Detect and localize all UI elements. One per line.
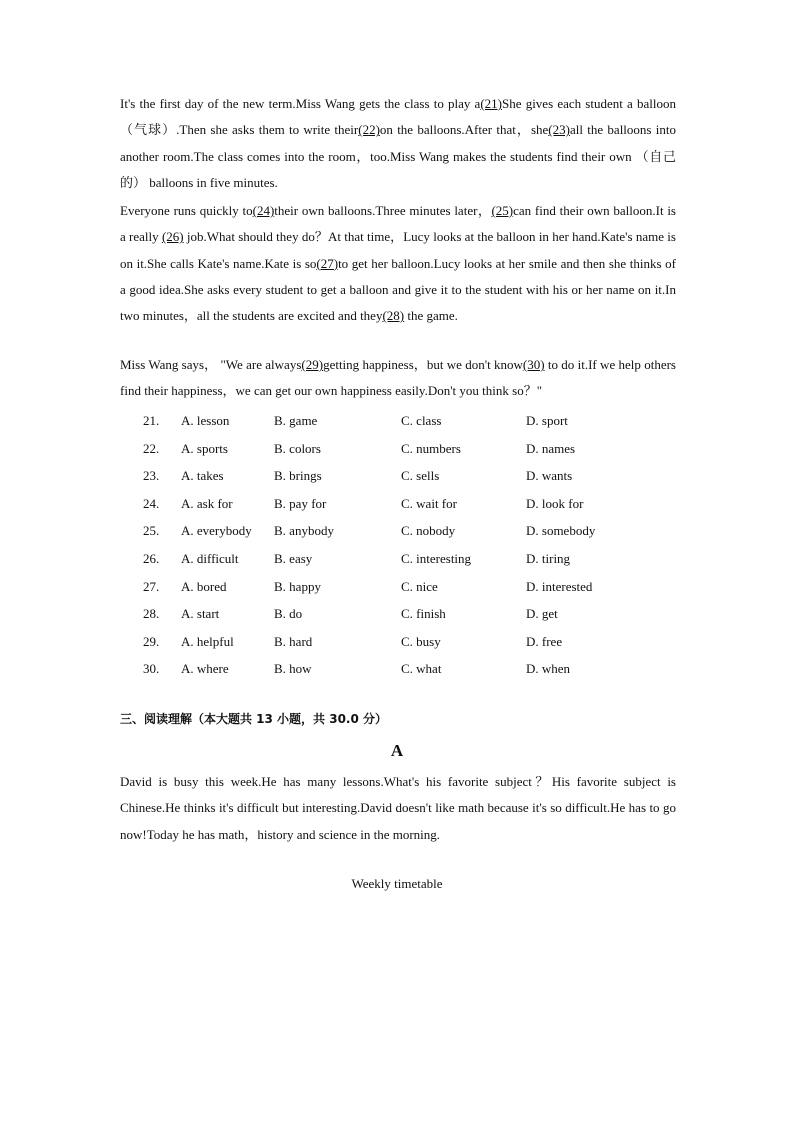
passage-text: all the balloons into another room.The class comes into the room，too.Miss Wang makes the students find their own （自己的） balloons in five minutes.: [120, 122, 676, 190]
timetable-caption: Weekly timetable: [351, 876, 443, 891]
question-row-30: [0, 655, 794, 683]
option-b: B. colors: [274, 440, 321, 456]
option-d: D. wants: [526, 468, 573, 484]
option-c: C. what: [401, 661, 442, 677]
option-d: D. when: [526, 661, 571, 677]
option-d: D. somebody: [526, 523, 596, 539]
question-row-27: [0, 573, 794, 601]
option-c: C. class: [401, 413, 442, 428]
option-c: C. nobody: [401, 523, 456, 539]
option-a: A. where: [181, 661, 229, 677]
question-row-24: [0, 490, 794, 518]
option-b: B. pay for: [274, 495, 327, 511]
question-row-21: [0, 407, 794, 435]
question-row-26: [0, 545, 794, 573]
option-d: D. tiring: [526, 550, 571, 566]
passage-text: on the balloons.After that，she: [379, 122, 549, 138]
blank-24: (24): [252, 203, 275, 218]
question-number: 22.: [143, 440, 160, 456]
blank-27: (27): [316, 255, 339, 271]
passage-text: to do it.If we help others find their happiness，we can get our own happiness easily.Don't you think so？": [120, 357, 676, 399]
option-d: D. get: [526, 606, 558, 622]
question-number: 24.: [143, 495, 160, 511]
blank-30: (30): [522, 357, 545, 372]
passage-text: getting happiness，but we don't know: [323, 357, 523, 372]
passage-text: She gives each student a balloon （气球）.Then she asks them to write their: [120, 96, 676, 138]
option-c: C. wait for: [401, 495, 457, 511]
option-c: C. busy: [401, 633, 441, 649]
option-a: A. ask for: [181, 495, 233, 511]
blank-23: (23): [548, 122, 570, 138]
option-a: A. everybody: [181, 523, 252, 539]
option-b: B. game: [274, 413, 318, 428]
question-row-25: [0, 517, 794, 545]
blank-29: (29): [301, 357, 324, 372]
question-row-29: [0, 628, 794, 656]
option-d: D. interested: [526, 578, 593, 594]
passage-paragraph-2: [120, 198, 676, 329]
question-number: 27.: [143, 578, 160, 594]
question-row-22: [0, 435, 794, 463]
question-number: 30.: [143, 661, 160, 677]
passage-paragraph-3: [120, 352, 676, 405]
option-d: D. look for: [526, 495, 584, 511]
option-b: B. anybody: [274, 523, 334, 539]
option-c: C. interesting: [401, 550, 472, 566]
question-number: 25.: [143, 523, 160, 539]
question-number: 23.: [143, 468, 160, 484]
blank-22: (22): [358, 122, 380, 138]
section-title: 三、阅读理解（本大题共 13 小题，共 30.0 分）: [120, 712, 388, 726]
passage-text: job.What should they do？At that time，Lucy looks at the balloon in her hand.Kate's name is on it.She calls Kate's name.Kate is so: [120, 229, 676, 271]
question-row-23: [0, 462, 794, 490]
option-a: A. takes: [181, 468, 224, 484]
blank-26: (26): [161, 229, 184, 245]
option-a: A. helpful: [181, 633, 234, 649]
option-a: A. bored: [181, 578, 227, 594]
question-number: 21.: [143, 413, 160, 428]
option-c: C. sells: [401, 468, 440, 484]
option-b: B. do: [274, 606, 303, 622]
blank-21: (21): [480, 96, 503, 111]
question-row-28: [0, 600, 794, 628]
passage-text: Miss Wang says， "We are always: [120, 357, 302, 372]
passage-text: It's the first day of the new term.Miss Wang gets the class to play a: [120, 96, 481, 111]
passage-paragraph-1: [120, 91, 676, 196]
option-c: C. numbers: [401, 440, 461, 456]
question-number: 26.: [143, 550, 160, 566]
question-options: [0, 407, 794, 683]
reading-paragraph: David is busy this week.He has many lessons.What's his favorite subject？His favorite subject is Chinese.He thinks it's difficult but interesting.David doesn't like math because it's so difficult.He has to go now!Today he has math，history and science in the morning.: [120, 774, 676, 842]
blank-25: (25): [491, 203, 514, 218]
passage-text: can find their own balloon.It is a really: [120, 203, 676, 245]
passage-text: to get her balloon.Lucy looks at her smile and then she thinks of a good idea.She asks every student to get a balloon and give it to the student with his or her name on it.In two minutes，all the students are excited and they: [120, 255, 676, 324]
passage-heading: A: [390, 741, 404, 760]
option-b: B. brings: [274, 468, 322, 484]
option-a: A. start: [181, 606, 220, 622]
option-c: C. nice: [401, 578, 438, 594]
option-d: D. free: [526, 633, 563, 649]
question-number: 29.: [143, 633, 160, 649]
passage-text: their own balloons.Three minutes later，: [274, 203, 492, 218]
option-a: A. lesson: [181, 413, 230, 428]
option-b: B. hard: [274, 633, 313, 649]
option-b: B. easy: [274, 550, 313, 566]
passage-text: Everyone runs quickly to: [120, 203, 253, 218]
passage-text: the game.: [404, 308, 458, 324]
blank-28: (28): [382, 308, 405, 324]
option-b: B. how: [274, 661, 312, 677]
option-c: C. finish: [401, 606, 446, 622]
option-a: A. sports: [181, 440, 228, 456]
option-a: A. difficult: [181, 550, 239, 566]
option-d: D. sport: [526, 413, 568, 428]
option-b: B. happy: [274, 578, 321, 594]
option-d: D. names: [526, 440, 576, 456]
question-number: 28.: [143, 606, 160, 622]
